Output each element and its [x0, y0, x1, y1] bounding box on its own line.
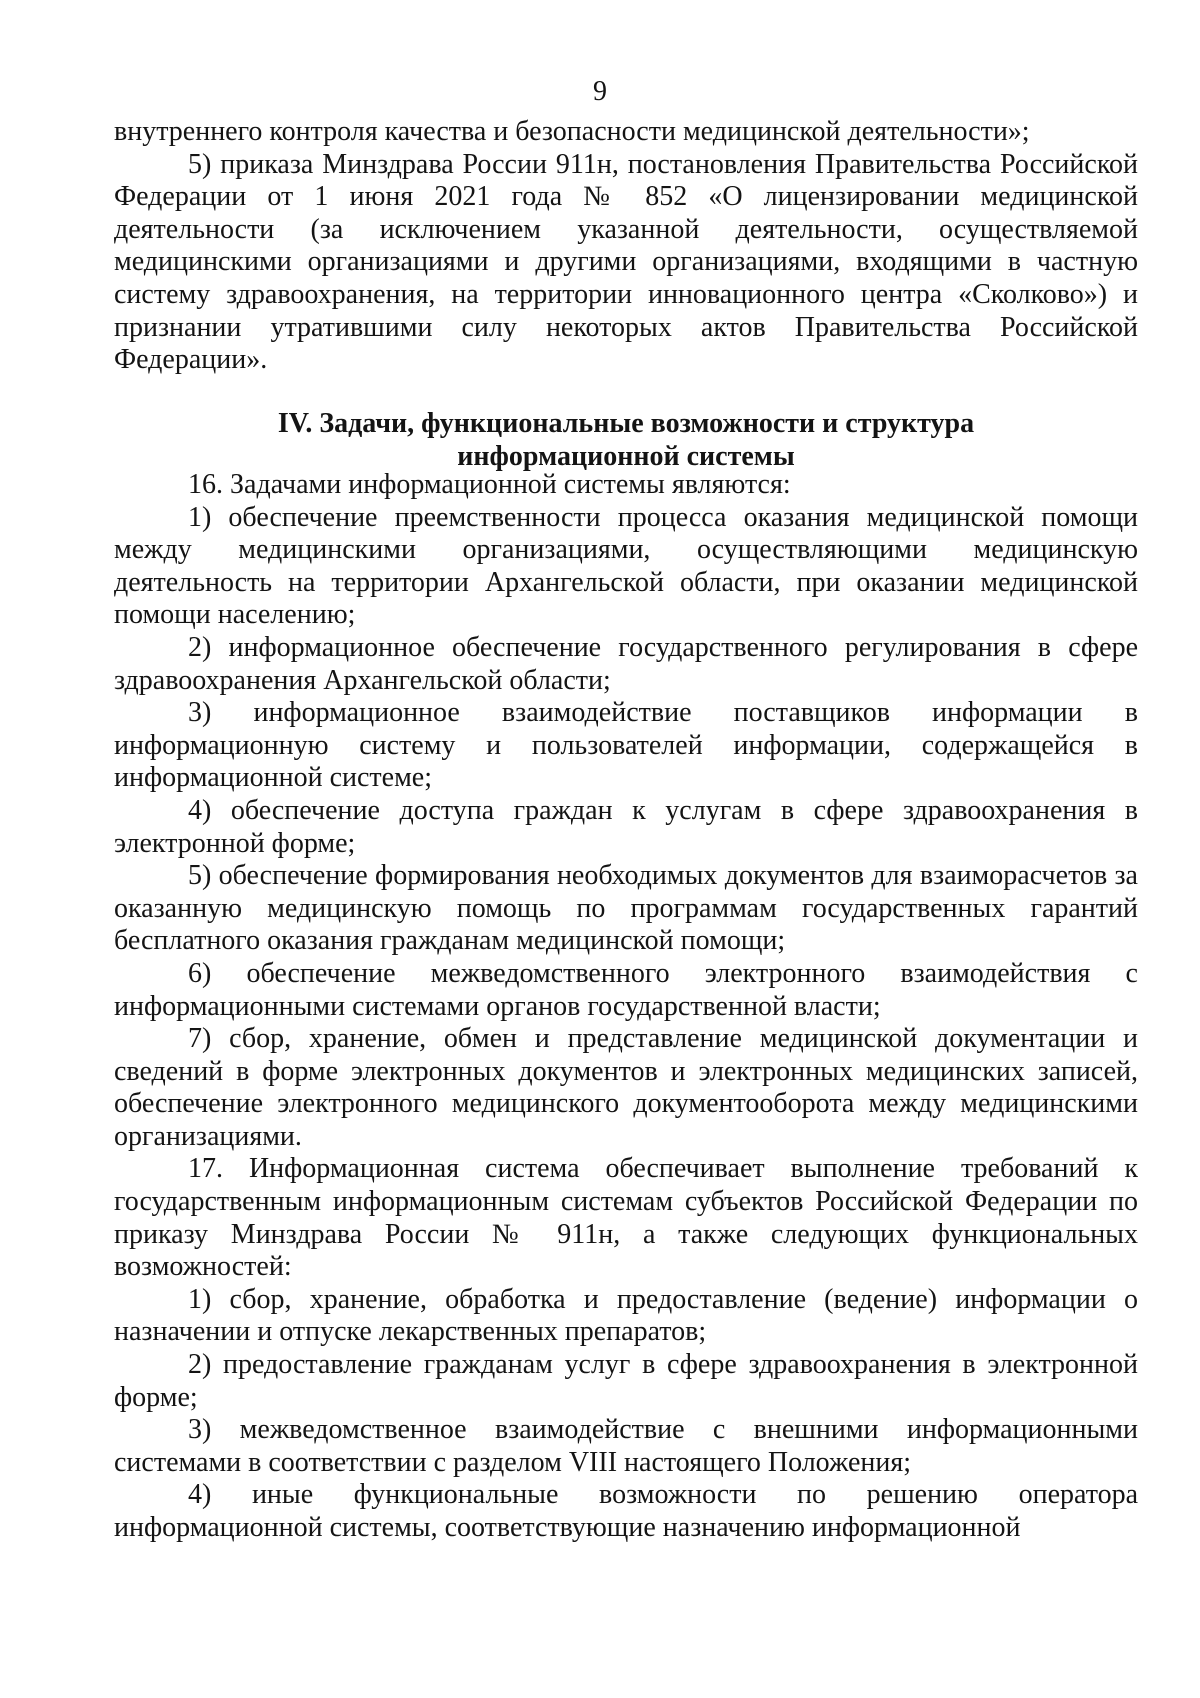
top-text-block: [114, 116, 1138, 377]
paragraph-16-item-6: 6) обеспечение межведомственного электронного взаимодействия с информационными системами органов государственной власти;: [114, 957, 1138, 1022]
paragraph-16-item-1: 1) обеспечение преемственности процесса оказания медицинской помощи между медицинскими организациями, осуществляющими медицинскую деятельность на территории Архангельской области, при оказании медицинской помощи населению;: [114, 501, 1138, 631]
paragraph-16-item-2: 2) информационное обеспечение государственного регулирования в сфере здравоохранения Архангельской области;: [114, 631, 1138, 696]
section-heading-line-1: IV. Задачи, функциональные возможности и структура: [277, 408, 975, 439]
paragraph-16-item-4: 4) обеспечение доступа граждан к услугам в сфере здравоохранения в электронной форме;: [114, 794, 1138, 859]
paragraph-item-5-order: 5) приказа Минздрава России 911н, постановления Правительства Российской Федерации от 1 июня 2021 года № 852 «О лицензировании медицинской деятельности (за исключением указанной деятельности, осуществляемой медицинскими организациями и другими организациями, входящими в частную систему здравоохранения, на территории инновационного центра «Сколково») и признании утратившими силу некоторых актов Правительства Российской Федерации».: [114, 148, 1138, 376]
page-number: 9: [593, 76, 607, 107]
paragraph-17-item-4: 4) иные функциональные возможности по решению оператора информационной системы, соответствующие назначению информационной: [114, 1479, 1138, 1543]
paragraph-continuation: внутреннего контроля качества и безопасности медицинской деятельности»;: [114, 116, 1030, 147]
paragraph-16-intro: 16. Задачами информационной системы являются:: [188, 469, 791, 500]
paragraph-17-item-1: 1) сбор, хранение, обработка и предоставление (ведение) информации о назначении и отпуске лекарственных препаратов;: [114, 1283, 1138, 1348]
paragraph-17-item-2: 2) предоставление гражданам услуг в сфере здравоохранения в электронной форме;: [114, 1349, 1138, 1413]
main-text-block: [114, 469, 1138, 1545]
paragraph-16-item-5: 5) обеспечение формирования необходимых документов для взаиморасчетов за оказанную медицинскую помощь по программам государственных гарантий бесплатного оказания гражданам медицинской помощи;: [114, 860, 1138, 957]
section-heading-line-2: информационной системы: [457, 441, 795, 472]
paragraph-16-item-3: 3) информационное взаимодействие поставщиков информации в информационную систему и пользователей информации, содержащейся в информационной системе;: [114, 697, 1138, 794]
paragraph-16-item-7: 7) сбор, хранение, обмен и представление медицинской документации и сведений в форме электронных документов и электронных медицинских записей, обеспечение электронного медицинского документооборота между медицинскими организациями.: [114, 1023, 1138, 1152]
section-heading: [114, 407, 1138, 473]
paragraph-17-intro: 17. Информационная система обеспечивает выполнение требований к государственным информационным системам субъектов Российской Федерации по приказу Минздрава России № 911н, а также следующих функциональных возможностей:: [114, 1153, 1138, 1283]
paragraph-17-item-3: 3) межведомственное взаимодействие с внешними информационными системами в соответствии с разделом VIII настоящего Положения;: [114, 1414, 1138, 1478]
